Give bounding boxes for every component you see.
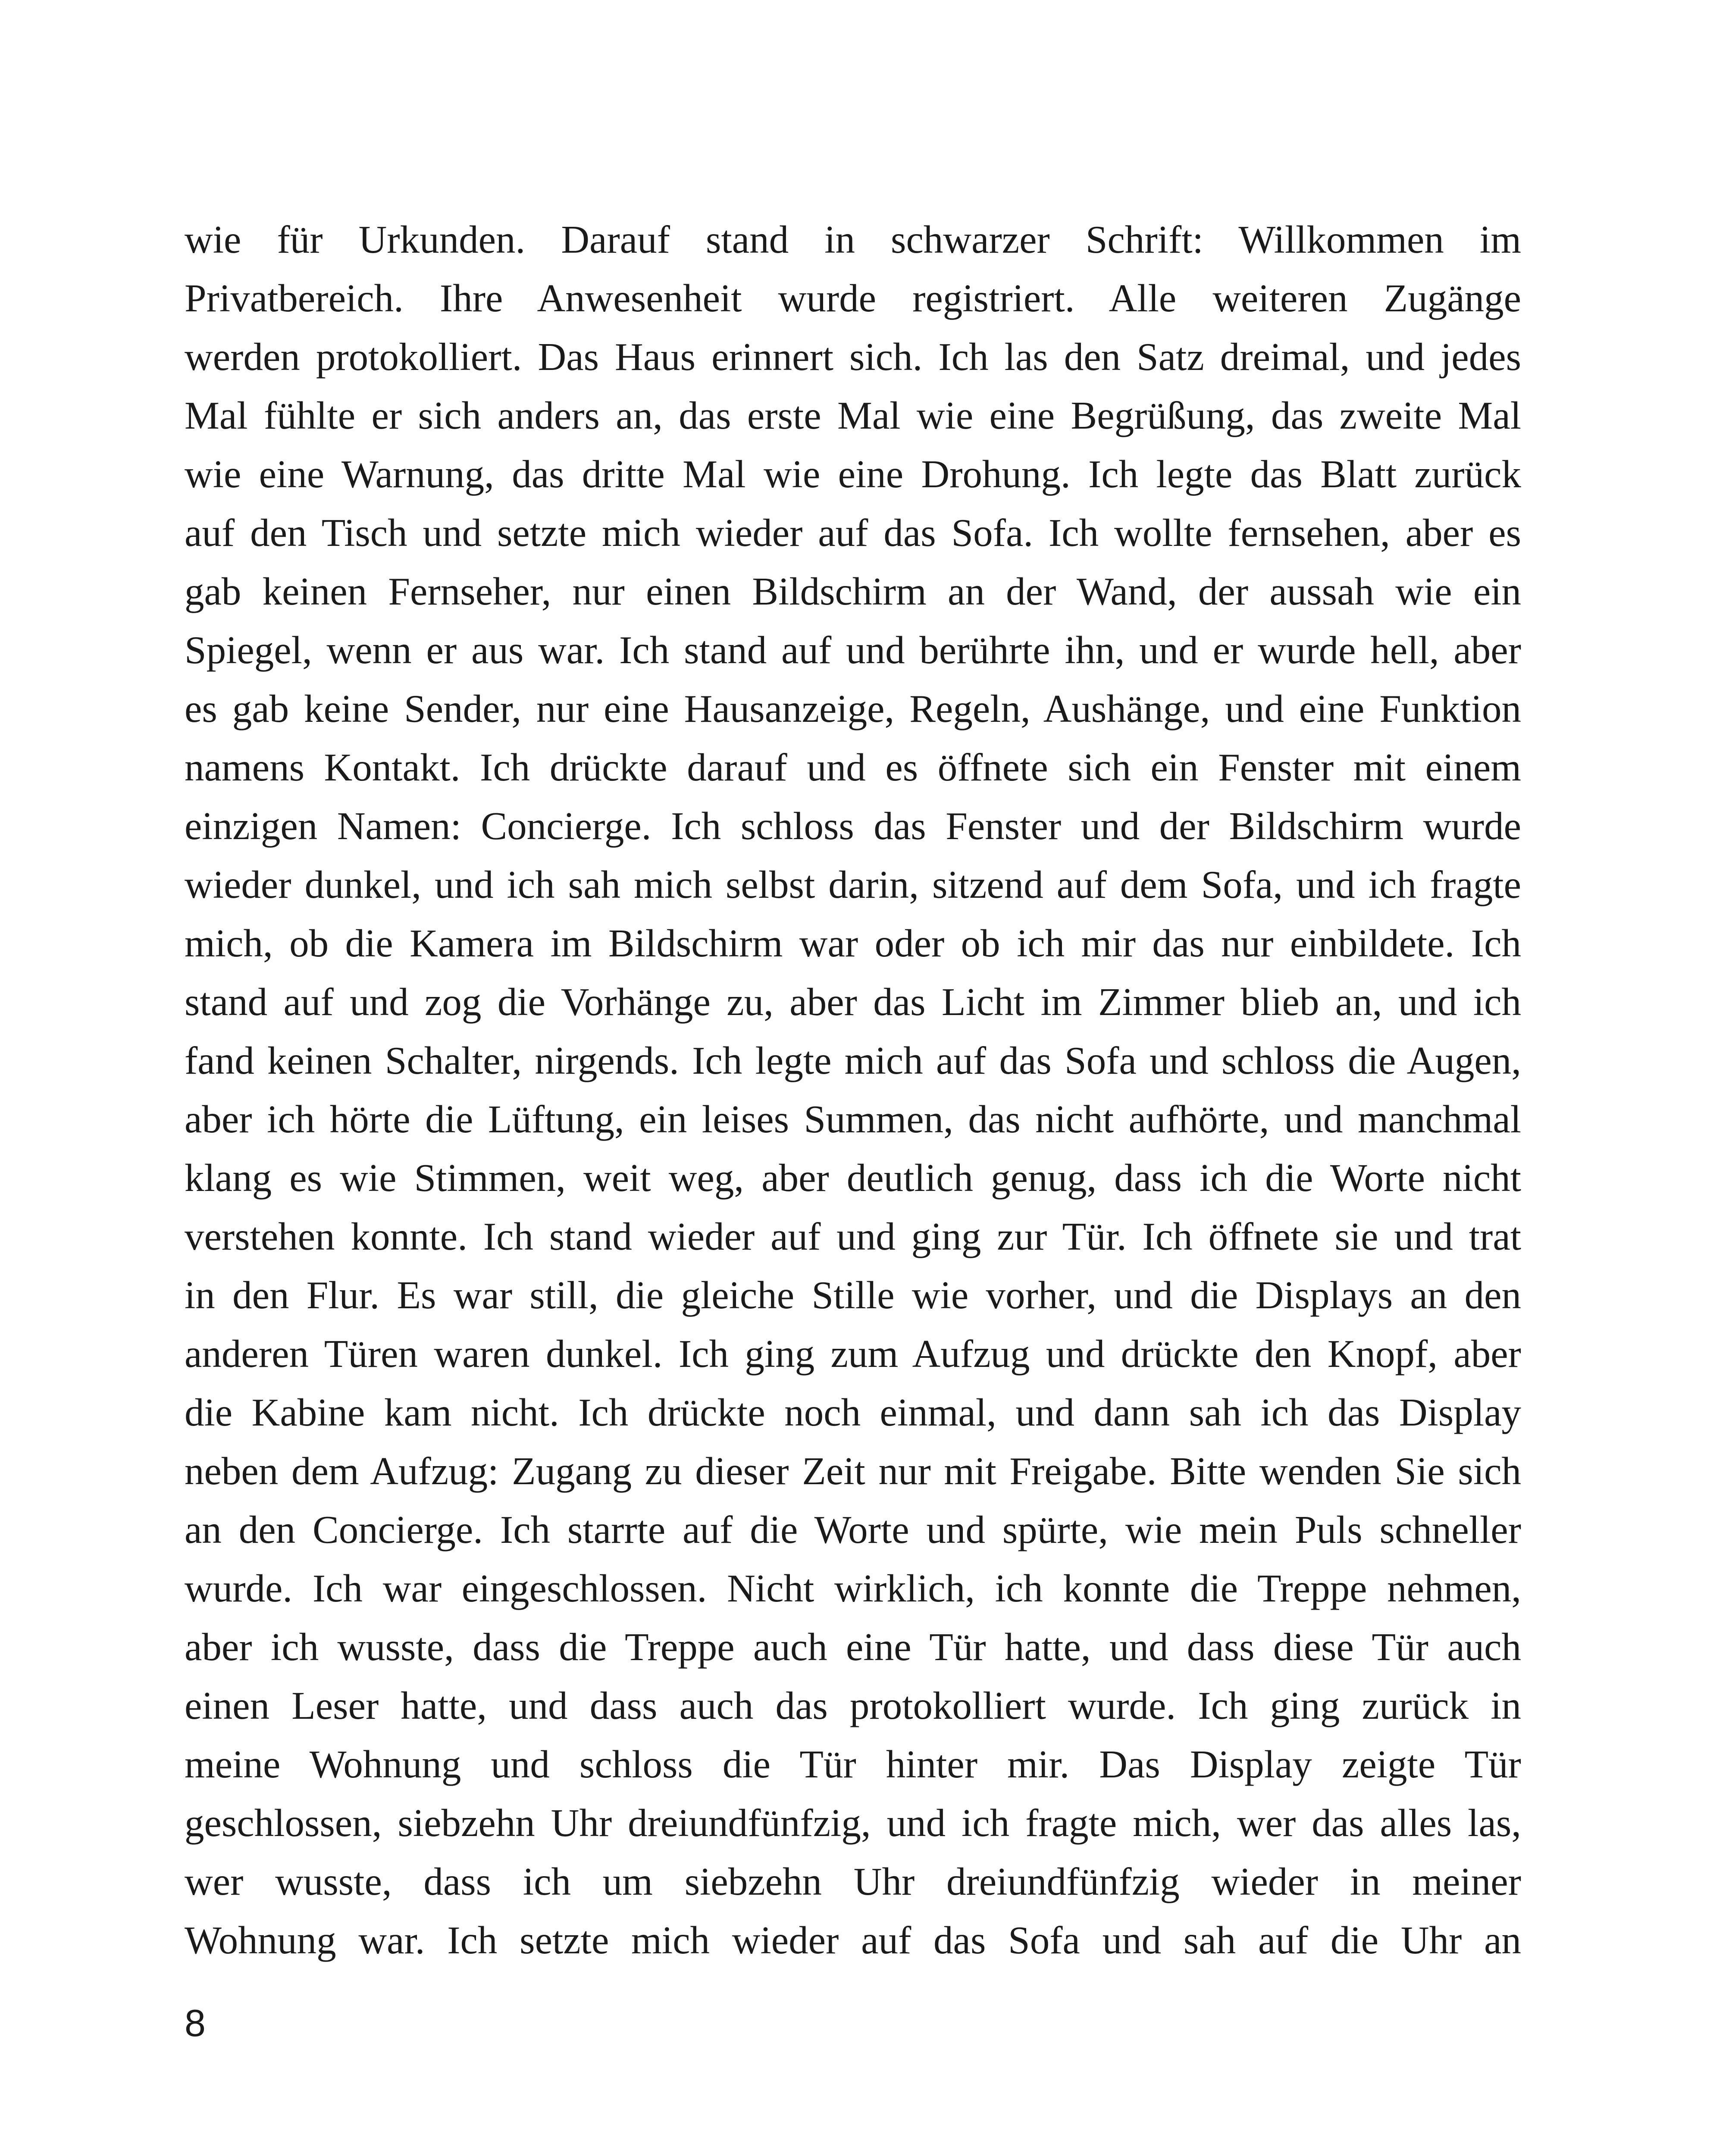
text-line: neben dem Aufzug: Zugang zu dieser Zeit nur mit Freigabe. Bitte wenden Sie sich: [185, 1449, 1521, 1493]
body-text: [185, 210, 1521, 1970]
text-line: wie für Urkunden. Darauf stand in schwarzer Schrift: Willkommen im: [185, 218, 1521, 261]
text-line: wieder dunkel, und ich sah mich selbst darin, sitzend auf dem Sofa, und ich fragte: [185, 863, 1521, 906]
text-line: in den Flur. Es war still, die gleiche Stille wie vorher, und die Displays an den: [185, 1273, 1521, 1317]
text-line: an den Concierge. Ich starrte auf die Worte und spürte, wie mein Puls schneller: [185, 1508, 1521, 1551]
text-line: meine Wohnung und schloss die Tür hinter mir. Das Display zeigte Tür: [185, 1742, 1521, 1786]
text-line: Spiegel, wenn er aus war. Ich stand auf und berührte ihn, und er wurde hell, aber: [185, 628, 1521, 672]
text-line: klang es wie Stimmen, weit weg, aber deutlich genug, dass ich die Worte nicht: [185, 1156, 1521, 1200]
text-line: verstehen konnte. Ich stand wieder auf und ging zur Tür. Ich öffnete sie und trat: [185, 1215, 1521, 1258]
text-line: anderen Türen waren dunkel. Ich ging zum Aufzug und drückte den Knopf, aber: [185, 1332, 1521, 1376]
text-line: Privatbereich. Ihre Anwesenheit wurde registriert. Alle weiteren Zugänge: [185, 276, 1521, 320]
text-line: Wohnung war. Ich setzte mich wieder auf das Sofa und sah auf die Uhr an: [185, 1918, 1521, 1962]
text-line: wie eine Warnung, das dritte Mal wie eine Drohung. Ich legte das Blatt zurück: [185, 452, 1521, 496]
text-line: einen Leser hatte, und dass auch das protokolliert wurde. Ich ging zurück in: [185, 1684, 1521, 1727]
text-line: einzigen Namen: Concierge. Ich schloss das Fenster und der Bildschirm wurde: [185, 804, 1521, 848]
text-line: es gab keine Sender, nur eine Hausanzeige, Regeln, Aushänge, und eine Funktion: [185, 687, 1521, 730]
page-number: 8: [185, 2002, 206, 2044]
text-line: wer wusste, dass ich um siebzehn Uhr dreiundfünfzig wieder in meiner: [185, 1860, 1521, 1903]
text-line: die Kabine kam nicht. Ich drückte noch einmal, und dann sah ich das Display: [185, 1391, 1521, 1434]
text-line: aber ich hörte die Lüftung, ein leises Summen, das nicht aufhörte, und manchmal: [185, 1097, 1521, 1141]
text-line: werden protokolliert. Das Haus erinnert sich. Ich las den Satz dreimal, und jedes: [185, 335, 1521, 379]
text-line: aber ich wusste, dass die Treppe auch eine Tür hatte, und dass diese Tür auch: [185, 1625, 1521, 1669]
text-line: geschlossen, siebzehn Uhr dreiundfünfzig, und ich fragte mich, wer das alles las,: [185, 1801, 1521, 1845]
text-line: Mal fühlte er sich anders an, das erste Mal wie eine Begrüßung, das zweite Mal: [185, 394, 1521, 437]
text-line: stand auf und zog die Vorhänge zu, aber das Licht im Zimmer blieb an, und ich: [185, 980, 1521, 1024]
text-line: wurde. Ich war eingeschlossen. Nicht wirklich, ich konnte die Treppe nehmen,: [185, 1567, 1521, 1610]
text-line: namens Kontakt. Ich drückte darauf und es öffnete sich ein Fenster mit einem: [185, 746, 1521, 789]
text-line: fand keinen Schalter, nirgends. Ich legte mich auf das Sofa und schloss die Augen,: [185, 1039, 1521, 1082]
text-line: mich, ob die Kamera im Bildschirm war oder ob ich mir das nur einbildete. Ich: [185, 921, 1521, 965]
text-line: gab keinen Fernseher, nur einen Bildschirm an der Wand, der aussah wie ein: [185, 570, 1521, 613]
text-line: auf den Tisch und setzte mich wieder auf das Sofa. Ich wollte fernsehen, aber es: [185, 511, 1521, 555]
